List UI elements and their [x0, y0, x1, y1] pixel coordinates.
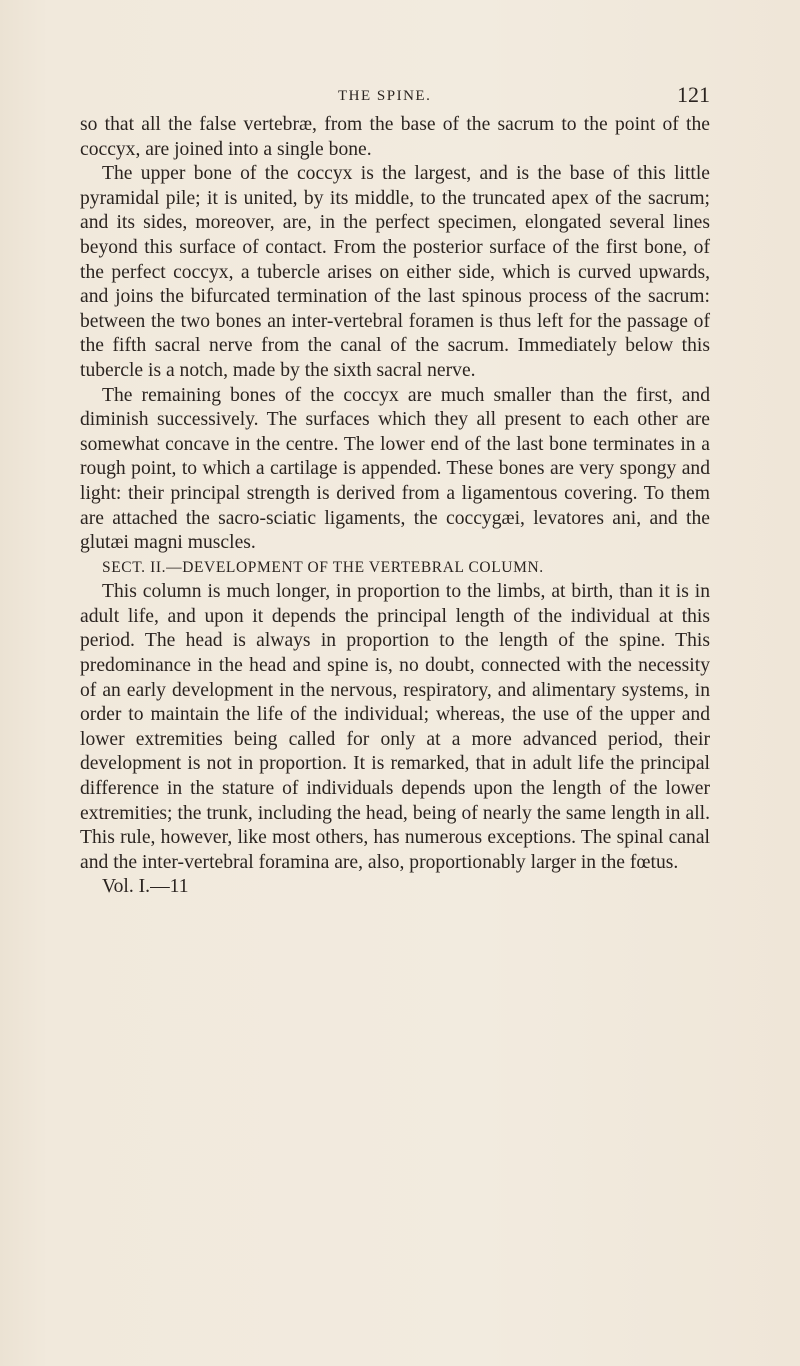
paragraph: so that all the false vertebræ, from the base of the sacrum to the point of the coccyx, are joined into a single bone. — [80, 114, 710, 160]
signature-mark: Vol. I.—11 — [102, 876, 189, 898]
section-heading: SECT. II.—DEVELOPMENT OF THE VERTEBRAL COLUMN. — [102, 558, 544, 576]
body-text — [80, 113, 710, 900]
running-head — [80, 82, 710, 112]
paragraph: The remaining bones of the coccyx are much smaller than the first, and diminish successively. The surfaces which they all present to each other are somewhat concave in the centre. The lower end of the last bone terminates in a rough point, to which a cartilage is appended. These bones are very spongy and light: their principal strength is derived from a ligamentous covering. To them are attached the sacro-sciatic ligaments, the coccygæi, levatores ani, and the glutæi magni muscles. — [80, 384, 710, 554]
running-title: THE SPINE. — [338, 88, 432, 104]
paragraph: This column is much longer, in proportion to the limbs, at birth, than it is in adult life, and upon it depends the principal length of the individual at this period. The head is always in proportion to the length of the spine. This predominance in the head and spine is, no doubt, connected with the necessity of an early development in the nervous, respiratory, and alimentary systems, in order to maintain the life of the individual; whereas, the use of the upper and lower extremities being called for only at a more advanced period, their development is not in proportion. It is remarked, that in adult life the principal difference in the stature of individuals depends upon the length of the lower extremities; the trunk, including the head, being of nearly the same length in all. This rule, however, like most others, has numerous exceptions. The spinal canal and the inter-vertebral foramina are, also, proportionably larger in the fœtus. — [80, 581, 710, 873]
paragraph: The upper bone of the coccyx is the largest, and is the base of this little pyramidal pile; it is united, by its middle, to the truncated apex of the sacrum; and its sides, moreover, are, in the perfect specimen, elongated several lines beyond this surface of contact. From the posterior surface of the first bone, of the perfect coccyx, a tubercle arises on either side, which is curved upwards, and joins the bifurcated termination of the last spinous process of the sacrum: between the two bones an inter-vertebral foramen is thus left for the passage of the fifth sacral nerve from the canal of the sacrum. Immediately below this tubercle is a notch, made by the sixth sacral nerve. — [80, 163, 710, 381]
page-number: 121 — [677, 82, 710, 107]
